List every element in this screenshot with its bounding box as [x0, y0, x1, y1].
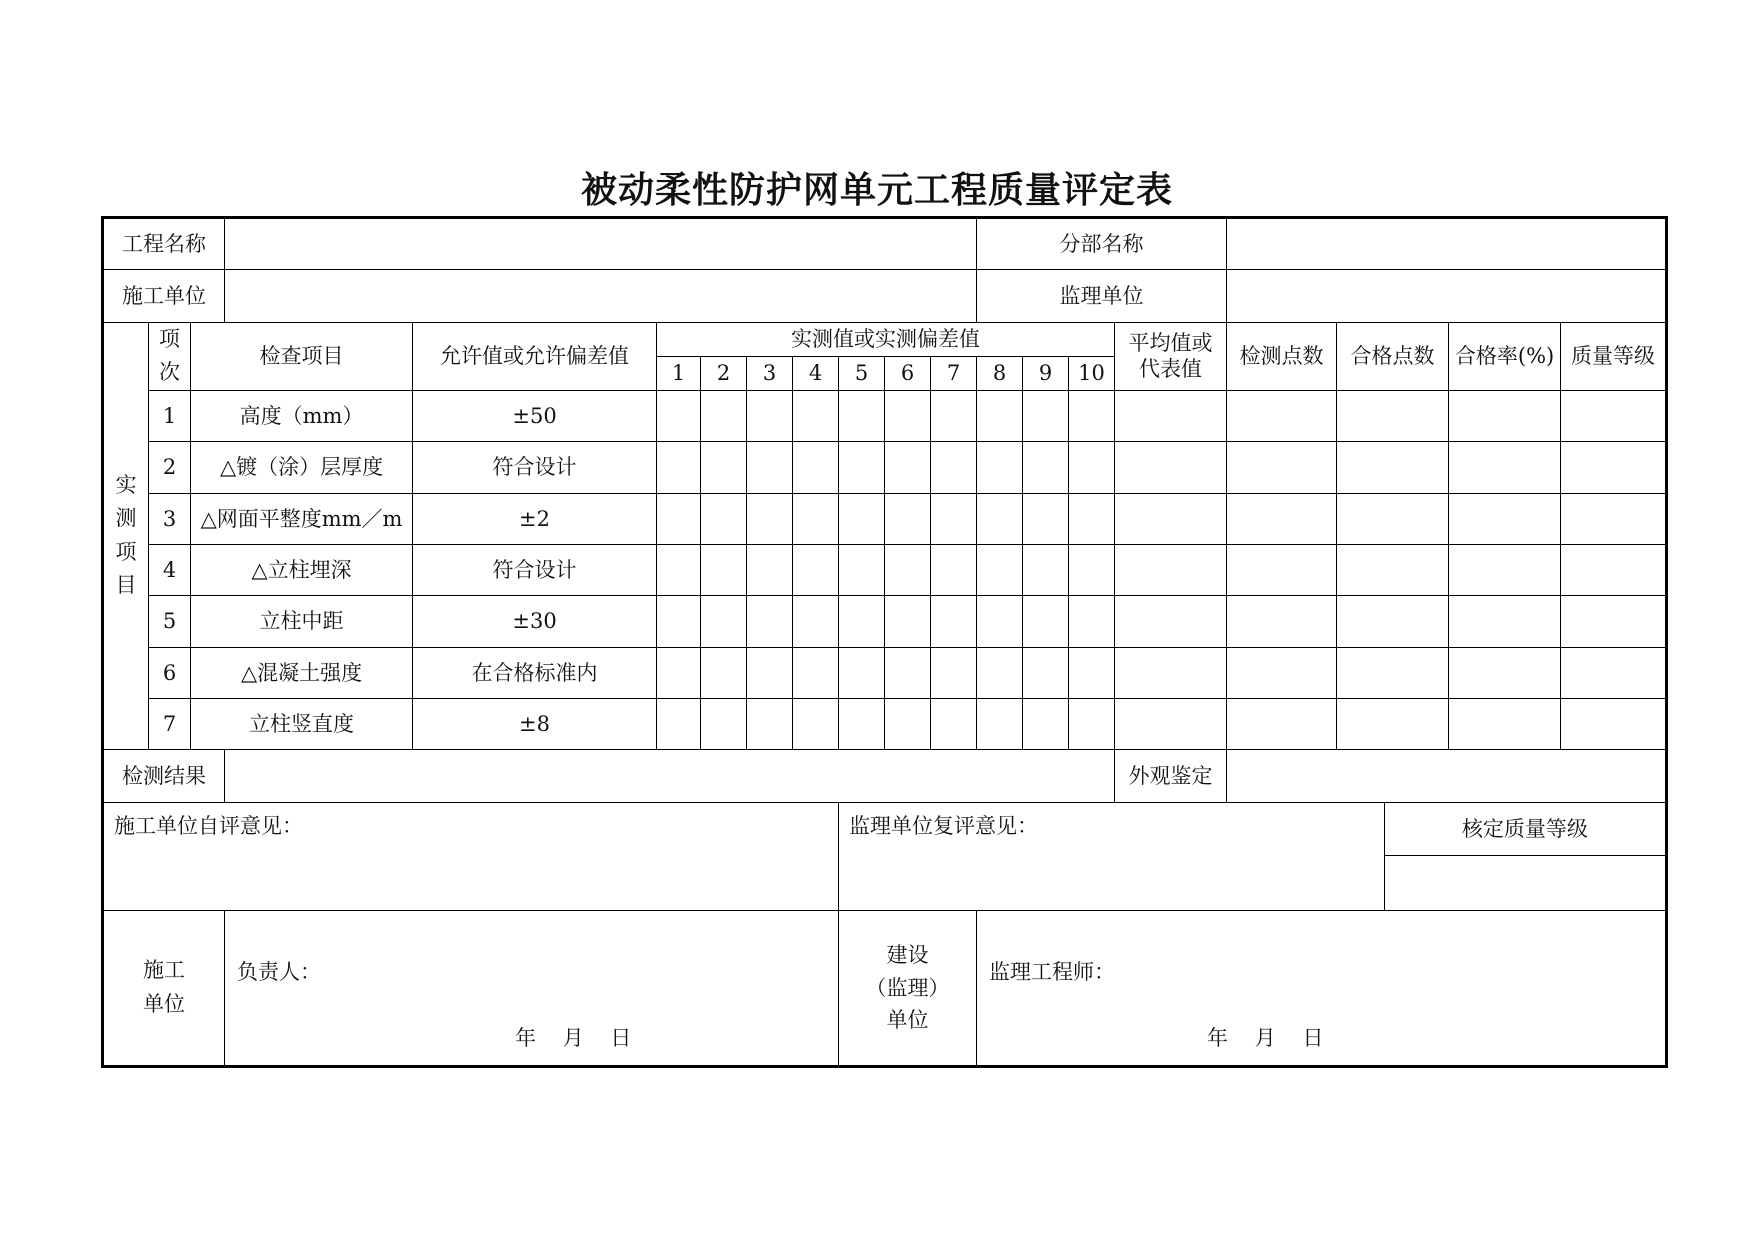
- row-seq: 4: [149, 544, 191, 595]
- cell[interactable]: [1561, 544, 1667, 595]
- tolerance-header: 允许值或允许偏差值: [413, 322, 657, 391]
- pass-rate-header: 合格率(%): [1449, 322, 1561, 391]
- cell[interactable]: [1227, 442, 1337, 493]
- measured-col-2: 2: [701, 356, 747, 390]
- cell[interactable]: [793, 647, 839, 698]
- contractor-date: 年 月 日: [515, 1025, 632, 1050]
- table-row: [103, 596, 1667, 647]
- review-label: 监理单位复评意见：: [849, 814, 1039, 839]
- contractor-signature-box[interactable]: [225, 911, 839, 1067]
- cell[interactable]: [839, 391, 885, 442]
- owner-unit-line-1: 建设: [886, 943, 929, 968]
- row-tolerance: 符合设计: [413, 544, 657, 595]
- cell[interactable]: [1449, 493, 1561, 544]
- cell[interactable]: [1069, 493, 1115, 544]
- cell[interactable]: [1227, 544, 1337, 595]
- cell[interactable]: [885, 493, 931, 544]
- cell[interactable]: [1449, 544, 1561, 595]
- cell[interactable]: [885, 391, 931, 442]
- final-grade-label: 核定质量等级: [1384, 803, 1665, 856]
- row-item: △混凝土强度: [191, 647, 413, 698]
- row-item: 立柱竖直度: [191, 698, 413, 749]
- measured-col-7: 7: [931, 356, 977, 390]
- cell[interactable]: [701, 493, 747, 544]
- row-tolerance: ±8: [413, 698, 657, 749]
- row-seq: 1: [149, 391, 191, 442]
- cell[interactable]: [1227, 493, 1337, 544]
- cell[interactable]: [1449, 647, 1561, 698]
- final-grade-value[interactable]: [1384, 856, 1665, 910]
- measured-col-4: 4: [793, 356, 839, 390]
- cell[interactable]: [1561, 391, 1667, 442]
- pass-points-header: 合格点数: [1337, 322, 1449, 391]
- cell[interactable]: [701, 647, 747, 698]
- project-name-value[interactable]: [225, 218, 977, 270]
- appearance-label: 外观鉴定: [1115, 750, 1227, 803]
- cell[interactable]: [885, 698, 931, 749]
- page-title: 被动柔性防护网单元工程质量评定表: [580, 170, 1173, 211]
- cell[interactable]: [977, 391, 1023, 442]
- cell[interactable]: [1069, 391, 1115, 442]
- supervisor-label: 监理单位: [977, 270, 1227, 322]
- self-evaluation-label: 施工单位自评意见：: [114, 814, 303, 839]
- row-seq: 6: [149, 647, 191, 698]
- cell[interactable]: [1561, 596, 1667, 647]
- cell[interactable]: [1115, 544, 1227, 595]
- cell[interactable]: [793, 544, 839, 595]
- cell[interactable]: [747, 544, 793, 595]
- cell[interactable]: [931, 698, 977, 749]
- cell[interactable]: [1227, 391, 1337, 442]
- cell[interactable]: [1337, 596, 1449, 647]
- cell[interactable]: [1561, 647, 1667, 698]
- cell[interactable]: [793, 698, 839, 749]
- cell[interactable]: [885, 442, 931, 493]
- appearance-value[interactable]: [1227, 750, 1667, 803]
- cell[interactable]: [1115, 698, 1227, 749]
- cell[interactable]: [657, 391, 701, 442]
- table-row: [103, 391, 1667, 442]
- cell[interactable]: [977, 596, 1023, 647]
- cell[interactable]: [1337, 544, 1449, 595]
- cell[interactable]: [931, 493, 977, 544]
- division-name-value[interactable]: [1227, 218, 1667, 270]
- cell[interactable]: [1337, 493, 1449, 544]
- cell[interactable]: [931, 596, 977, 647]
- cell[interactable]: [657, 442, 701, 493]
- measured-col-1: 1: [657, 356, 701, 390]
- cell[interactable]: [839, 596, 885, 647]
- cell[interactable]: [839, 493, 885, 544]
- cell[interactable]: [1449, 698, 1561, 749]
- row-item: △镀（涂）层厚度: [191, 442, 413, 493]
- cell[interactable]: [1449, 596, 1561, 647]
- cell[interactable]: [1227, 647, 1337, 698]
- project-name-label: 工程名称: [103, 218, 225, 270]
- cell[interactable]: [885, 596, 931, 647]
- cell[interactable]: [839, 442, 885, 493]
- check-item-header: 检查项目: [191, 322, 413, 391]
- cell[interactable]: [747, 596, 793, 647]
- cell[interactable]: [701, 698, 747, 749]
- cell[interactable]: [1115, 647, 1227, 698]
- average-header: 平均值或代表值: [1115, 322, 1227, 391]
- cell[interactable]: [1069, 442, 1115, 493]
- cell[interactable]: [1337, 391, 1449, 442]
- owner-unit-label: [839, 911, 977, 1067]
- cell[interactable]: [1023, 493, 1069, 544]
- row-seq: 5: [149, 596, 191, 647]
- cell[interactable]: [1115, 493, 1227, 544]
- cell[interactable]: [977, 647, 1023, 698]
- measured-items-group-label: 实测项目: [103, 322, 149, 750]
- row-seq: 7: [149, 698, 191, 749]
- cell[interactable]: [701, 544, 747, 595]
- cell[interactable]: [1449, 391, 1561, 442]
- row-tolerance: ±50: [413, 391, 657, 442]
- cell[interactable]: [931, 442, 977, 493]
- row-tolerance: ±2: [413, 493, 657, 544]
- test-result-value[interactable]: [225, 750, 1115, 803]
- cell[interactable]: [1561, 493, 1667, 544]
- table-row: [103, 493, 1667, 544]
- row-tolerance: 在合格标准内: [413, 647, 657, 698]
- cell[interactable]: [1069, 647, 1115, 698]
- cell[interactable]: [1227, 698, 1337, 749]
- cell[interactable]: [977, 493, 1023, 544]
- responsible-label: 负责人：: [237, 960, 322, 984]
- cell[interactable]: [747, 647, 793, 698]
- cell[interactable]: [747, 698, 793, 749]
- supervisor-value[interactable]: [1227, 270, 1667, 322]
- cell[interactable]: [1023, 596, 1069, 647]
- measured-col-9: 9: [1023, 356, 1069, 390]
- cell[interactable]: [1069, 596, 1115, 647]
- cell[interactable]: [839, 544, 885, 595]
- cell[interactable]: [747, 493, 793, 544]
- contractor-label: 施工单位: [103, 270, 225, 322]
- cell[interactable]: [885, 647, 931, 698]
- quality-evaluation-table: [101, 216, 1668, 1068]
- cell[interactable]: [747, 391, 793, 442]
- row-item: 立柱中距: [191, 596, 413, 647]
- cell[interactable]: [657, 698, 701, 749]
- table-row: [103, 442, 1667, 493]
- engineer-label: 监理工程师：: [989, 960, 1116, 984]
- measured-values-header: 实测值或实测偏差值: [657, 322, 1115, 356]
- cell[interactable]: [701, 391, 747, 442]
- review-box[interactable]: [839, 803, 1384, 910]
- owner-unit-line-2: （监理）: [865, 975, 950, 1000]
- cell[interactable]: [1337, 647, 1449, 698]
- row-tolerance: ±30: [413, 596, 657, 647]
- cell[interactable]: [1561, 698, 1667, 749]
- cell[interactable]: [793, 493, 839, 544]
- owner-unit-line-3: 单位: [886, 1008, 929, 1033]
- cell[interactable]: [1337, 698, 1449, 749]
- grade-header: 质量等级: [1561, 322, 1667, 391]
- cell[interactable]: [657, 493, 701, 544]
- cell[interactable]: [931, 647, 977, 698]
- review-section: [839, 803, 1667, 911]
- cell[interactable]: [1227, 596, 1337, 647]
- seq-header: 项次: [149, 322, 191, 391]
- cell[interactable]: [1023, 544, 1069, 595]
- test-result-label: 检测结果: [103, 750, 225, 803]
- cell[interactable]: [977, 698, 1023, 749]
- measured-col-6: 6: [885, 356, 931, 390]
- cell[interactable]: [701, 442, 747, 493]
- measured-col-10: 10: [1069, 356, 1115, 390]
- cell[interactable]: [839, 698, 885, 749]
- cell[interactable]: [1023, 391, 1069, 442]
- row-seq: 3: [149, 493, 191, 544]
- row-item: 高度（mm）: [191, 391, 413, 442]
- table-row: [103, 544, 1667, 595]
- row-seq: 2: [149, 442, 191, 493]
- row-item: △网面平整度mm／m: [191, 493, 413, 544]
- contractor-unit-label: 施工单位: [103, 911, 225, 1067]
- cell[interactable]: [1023, 442, 1069, 493]
- cell[interactable]: [1561, 442, 1667, 493]
- cell[interactable]: [1115, 391, 1227, 442]
- cell[interactable]: [1069, 698, 1115, 749]
- cell[interactable]: [701, 596, 747, 647]
- cell[interactable]: [793, 391, 839, 442]
- table-row: [103, 698, 1667, 749]
- points-header: 检测点数: [1227, 322, 1337, 391]
- cell[interactable]: [1337, 442, 1449, 493]
- cell[interactable]: [885, 544, 931, 595]
- contractor-value[interactable]: [225, 270, 977, 322]
- cell[interactable]: [931, 391, 977, 442]
- cell[interactable]: [1115, 596, 1227, 647]
- cell[interactable]: [839, 647, 885, 698]
- measured-col-8: 8: [977, 356, 1023, 390]
- engineer-date: 年 月 日: [1207, 1025, 1324, 1050]
- division-name-label: 分部名称: [977, 218, 1227, 270]
- cell[interactable]: [657, 596, 701, 647]
- cell[interactable]: [977, 442, 1023, 493]
- row-tolerance: 符合设计: [413, 442, 657, 493]
- measured-col-3: 3: [747, 356, 793, 390]
- cell[interactable]: [657, 544, 701, 595]
- engineer-signature-box[interactable]: [977, 911, 1667, 1067]
- cell[interactable]: [1115, 442, 1227, 493]
- table-row: [103, 647, 1667, 698]
- cell[interactable]: [793, 596, 839, 647]
- cell[interactable]: [1449, 442, 1561, 493]
- row-item: △立柱埋深: [191, 544, 413, 595]
- cell[interactable]: [1023, 647, 1069, 698]
- cell[interactable]: [931, 544, 977, 595]
- cell[interactable]: [1023, 698, 1069, 749]
- cell[interactable]: [657, 647, 701, 698]
- cell[interactable]: [747, 442, 793, 493]
- cell[interactable]: [793, 442, 839, 493]
- self-evaluation-box[interactable]: [103, 803, 839, 911]
- cell[interactable]: [1069, 544, 1115, 595]
- measured-col-5: 5: [839, 356, 885, 390]
- cell[interactable]: [977, 544, 1023, 595]
